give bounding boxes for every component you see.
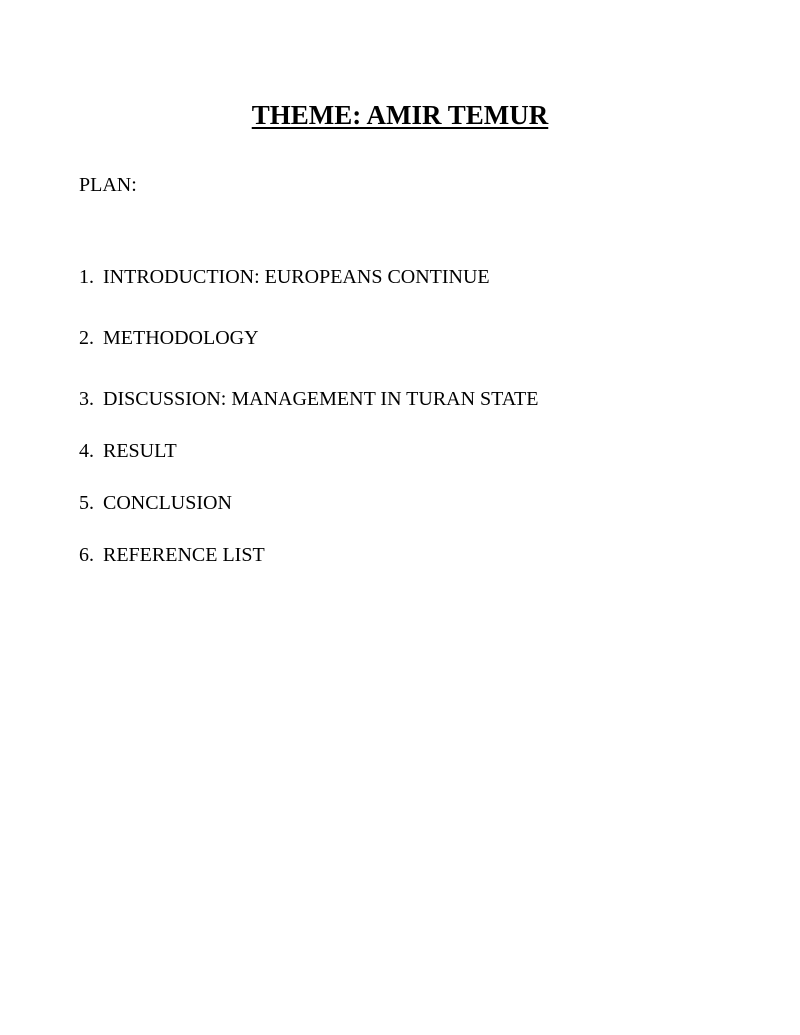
plan-item-introduction: [79, 266, 490, 289]
plan-item-number: 6.: [79, 544, 94, 566]
plan-item-text: DISCUSSION: MANAGEMENT IN TURAN STATE: [103, 388, 539, 410]
plan-item-number: 3.: [79, 388, 94, 410]
plan-item-text: INTRODUCTION: EUROPEANS CONTINUE: [103, 266, 490, 288]
plan-item-number: 2.: [79, 327, 94, 349]
plan-item-number: 5.: [79, 492, 94, 514]
plan-item-result: [79, 440, 177, 463]
plan-item-discussion: [79, 388, 538, 411]
document-title: THEME: AMIR TEMUR: [251, 100, 549, 130]
plan-item-text: CONCLUSION: [103, 492, 232, 514]
plan-item-number: 4.: [79, 440, 94, 462]
plan-item-reference-list: [79, 544, 265, 567]
plan-item-number: 1.: [79, 266, 94, 288]
plan-item-methodology: [79, 327, 259, 350]
plan-item-text: REFERENCE LIST: [103, 544, 265, 566]
plan-item-text: RESULT: [103, 440, 177, 462]
plan-item-text: METHODOLOGY: [103, 327, 259, 349]
plan-item-conclusion: [79, 492, 232, 515]
plan-label: PLAN:: [79, 174, 137, 196]
